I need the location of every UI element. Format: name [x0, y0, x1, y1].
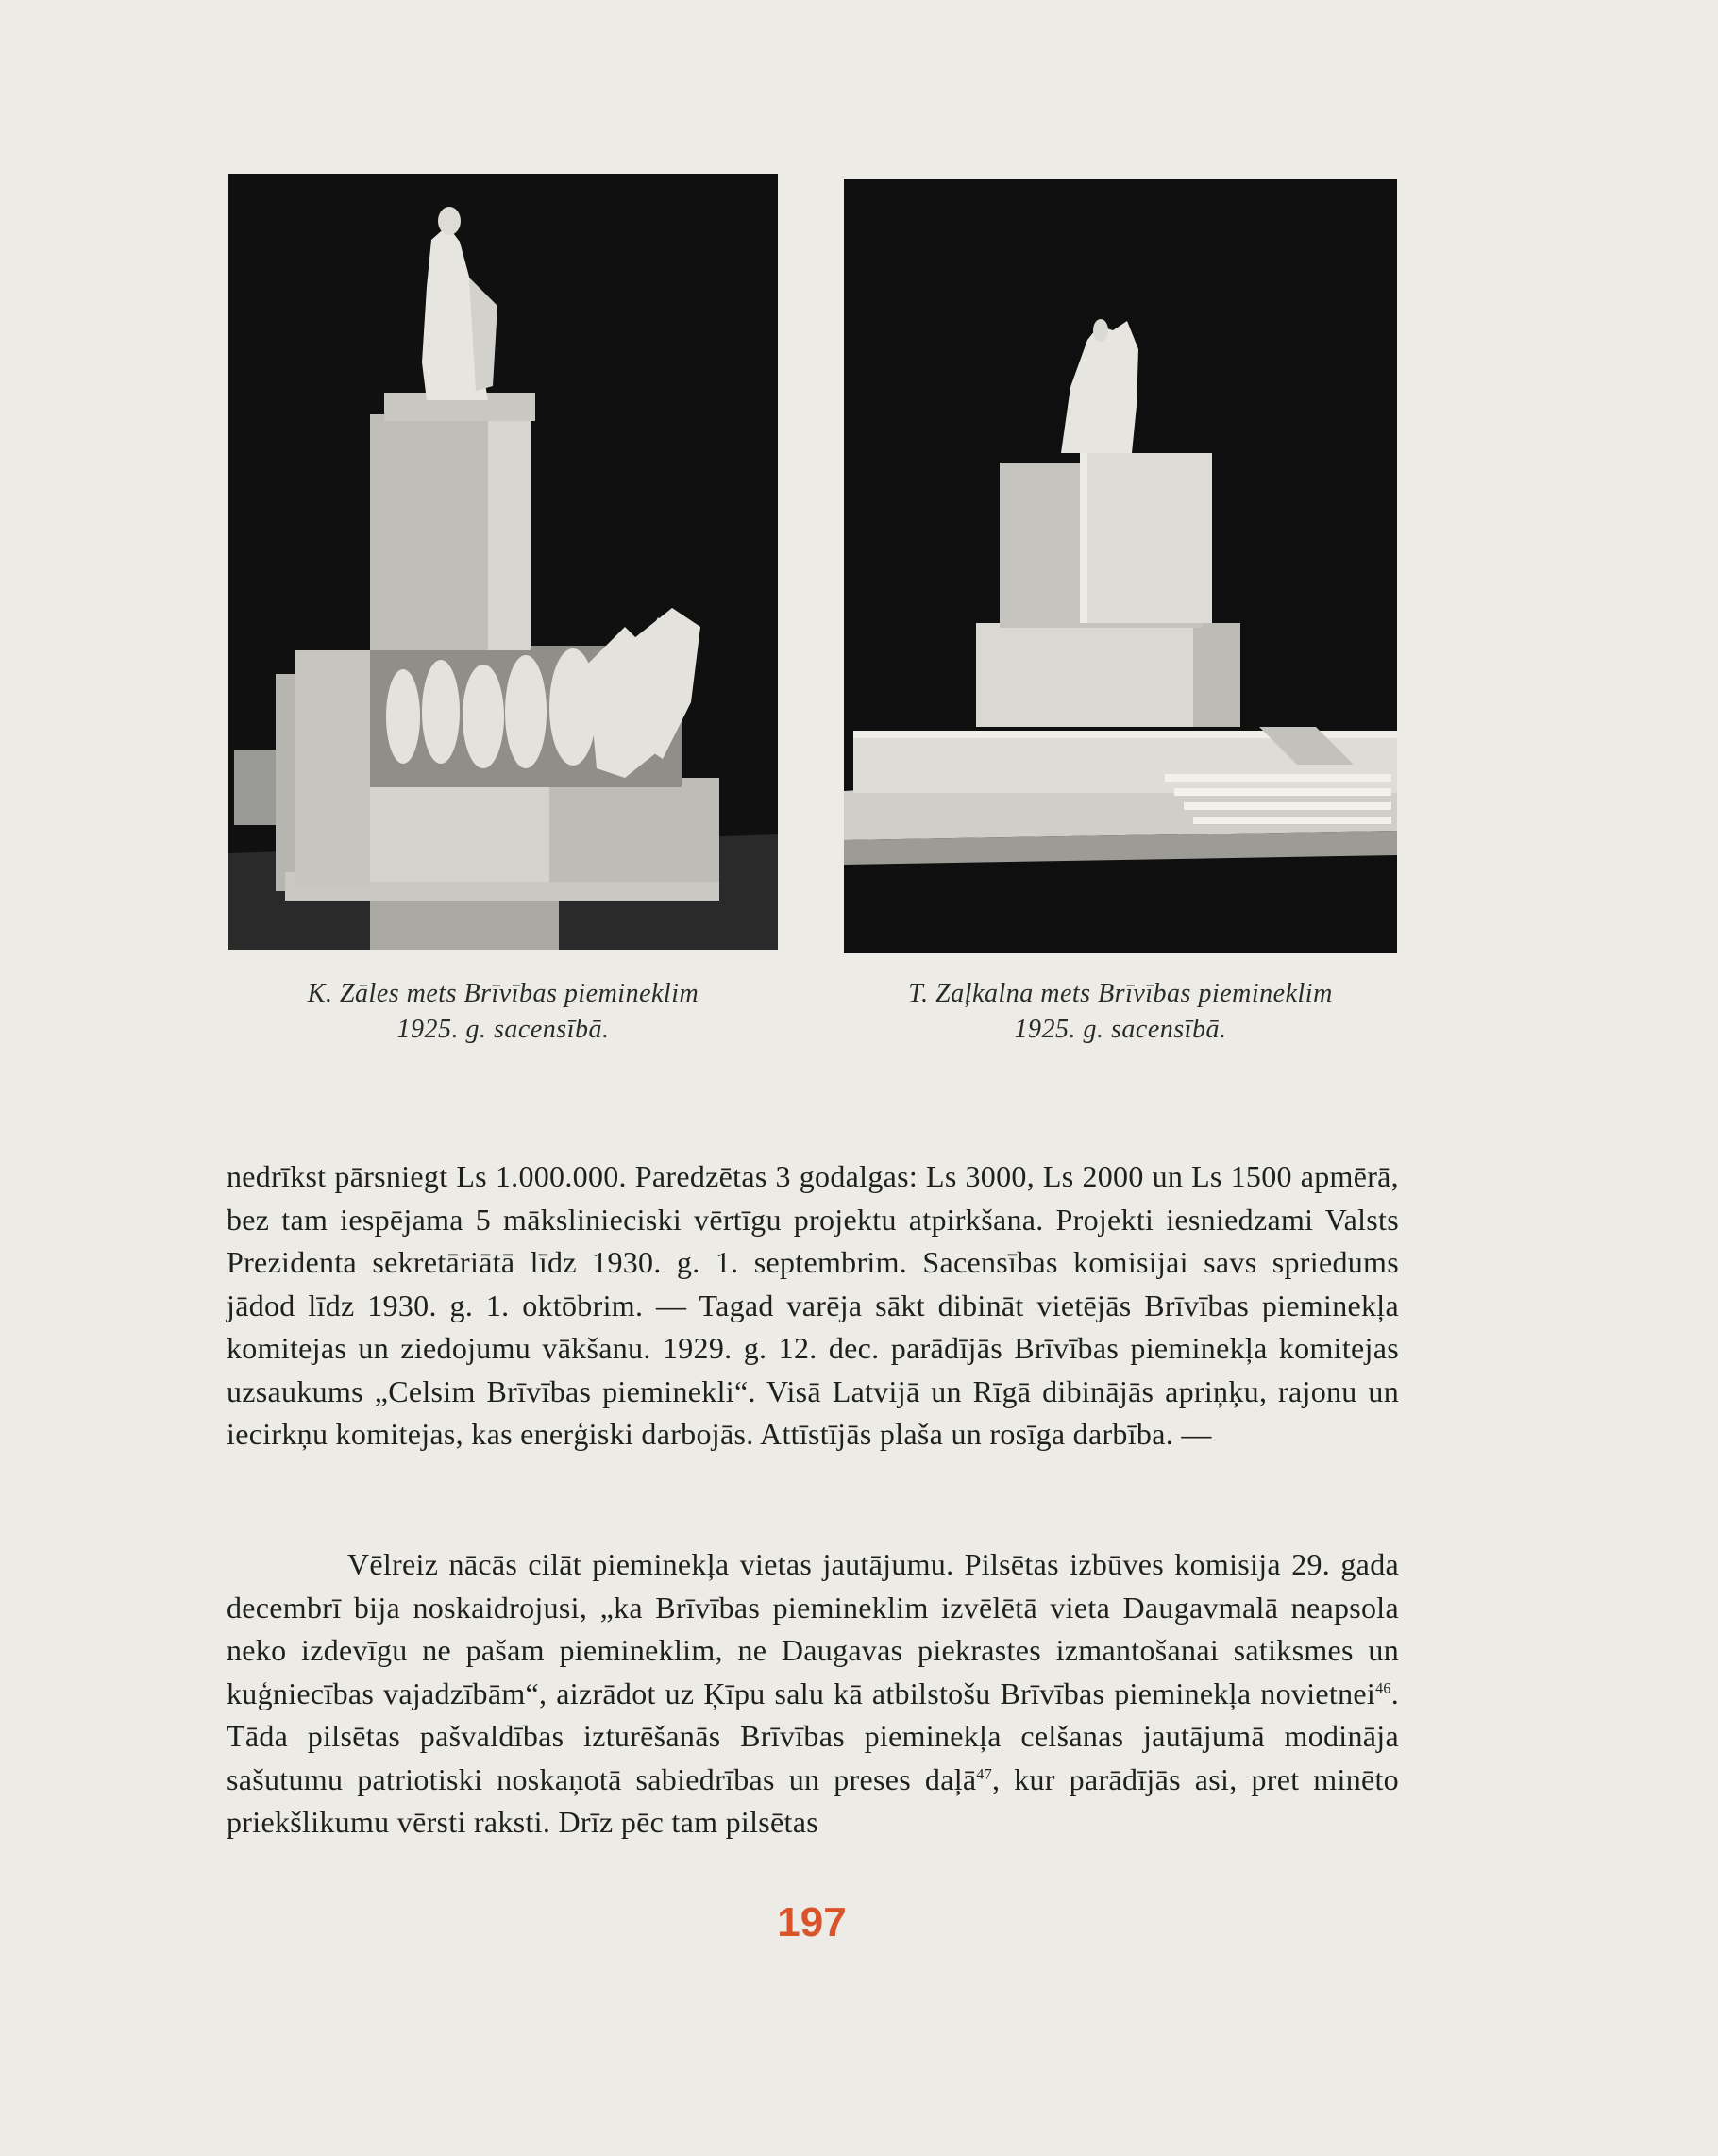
footnote-ref-47: 47	[976, 1765, 992, 1782]
monument-model-illustration	[844, 179, 1397, 953]
paragraph-2-text-a: Vēlreiz nācās cilāt pieminekļa vietas jautājumu. Pilsētas izbūves komisija 29. gada decembrī bija noskaidrojusi, „ka Brīvības piemineklim izvēlētā vieta Daugavmalā neapsola neko izdevīgu ne pašam piemineklim, ne Daugavas piekrastes izmantošanai satiksmes un kuģniecības vajadzībām“, aizrādot uz Ķīpu salu kā atbilstošu Brīvības pieminekļa novietnei	[227, 1547, 1399, 1710]
photo-zale-monument	[228, 174, 778, 950]
footnote-ref-46: 46	[1375, 1679, 1391, 1696]
caption-left-line1: K. Zāles mets Brīvības piemineklim	[307, 979, 699, 1008]
monument-model-illustration	[228, 174, 778, 950]
caption-left	[228, 976, 778, 1048]
page-number: 197	[777, 1899, 847, 1945]
caption-right	[844, 976, 1397, 1048]
paragraph-2-text-b: . Tāda pilsētas pašvaldības izturēšanās Brīvības pieminekļa celšanas jautājumā modināja sašutumu patriotiski noskaņotā sabiedrības un preses daļā	[227, 1676, 1399, 1796]
caption-right-line1: T. Zaļkalna mets Brīvības piemineklim	[908, 979, 1333, 1008]
paragraph-1	[227, 1155, 1399, 1457]
caption-right-line2: 1925. g. sacensībā.	[1014, 1015, 1227, 1044]
paragraph-2	[227, 1543, 1399, 1844]
caption-left-line2: 1925. g. sacensībā.	[396, 1015, 610, 1044]
photo-zalkalns-monument	[844, 179, 1397, 953]
paragraph-2-text-c: , kur parādījās asi, pret minēto priekšlikumu vērsti raksti. Drīz pēc tam pilsētas	[227, 1761, 1399, 1839]
paragraph-1-text: nedrīkst pārsniegt Ls 1.000.000. Paredzētas 3 godalgas: Ls 3000, Ls 2000 un Ls 1500 apmērā, bez tam iespējama 5 mākslinieciski vērtīgu projektu atpirkšana. Projekti iesniedzami Valsts Prezidenta sekretāriātā līdz 1930. g. 1. septembrim. Sacensības komisijai savs spriedums jādod līdz 1930. g. 1. oktōbrim. — Tagad varēja sākt dibināt vietējās Brīvības pieminekļa komitejas un ziedojumu vākšanu. 1929. g. 12. dec. parādījās Brīvības pieminekļa komitejas uzsaukums „Celsim Brīvības pieminekli“. Visā Latvijā un Rīgā dibinājās apriņķu, rajonu un iecirkņu komitejas, kas enerģiski darbojās. Attīstījās plaša un rosīga darbība. —	[227, 1159, 1399, 1451]
